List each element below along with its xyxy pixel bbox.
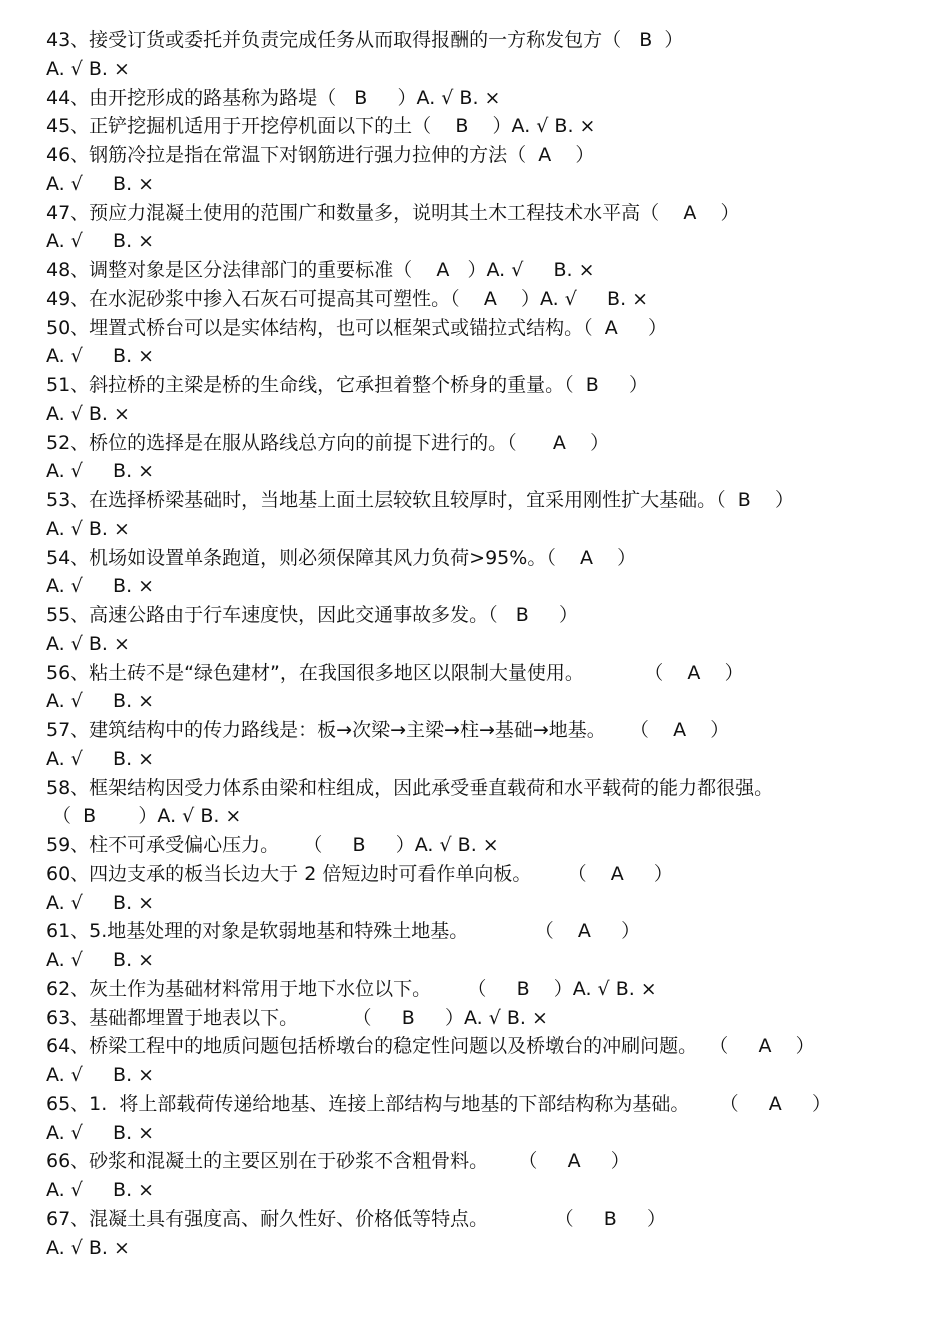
question-52: 52、桥位的选择是在服从路线总方向的前提下进行的。（ A ） <box>46 431 610 454</box>
answer-options: A. √ B. × <box>46 690 155 713</box>
answer-options: A. √ B. × <box>46 1121 155 1144</box>
answer-options: A. √ B. × <box>46 891 155 914</box>
question-55: 55、高速公路由于行车速度快，因此交通事故多发。（ B ） <box>46 604 579 626</box>
question-49: 49、在水泥砂浆中掺入石灰石可提高其可塑性。（ A ）A. √ B. × <box>46 287 649 310</box>
answer-options: A. √ B. × <box>46 747 155 770</box>
question-57: 57、建筑结构中的传力路线是：板→次梁→主梁→柱→基础→地基。 （ A ） <box>46 719 730 741</box>
question-67: 67、混凝土具有强度高、耐久性好、价格低等特点。 （ B ） <box>46 1207 667 1230</box>
question-54: 54、机场如设置单条跑道，则必须保障其风力负荷>95%。（ A ） <box>46 546 637 569</box>
question-45: 45、正铲挖掘机适用于开挖停机面以下的土（ B ）A. √ B. × <box>46 115 596 138</box>
question-list <box>46 26 926 1262</box>
answer-options: A. √ B. × <box>46 1236 130 1259</box>
question-46: 46、钢筋冷拉是指在常温下对钢筋进行强力拉伸的方法（ A ） <box>46 144 595 166</box>
question-51: 51、斜拉桥的主梁是桥的生命线，它承担着整个桥身的重量。（ B ） <box>46 374 648 396</box>
answer-options: A. √ B. × <box>46 460 155 483</box>
answer-options: A. √ B. × <box>46 57 130 80</box>
question-60: 60、四边支承的板当长边大于 2 倍短边时可看作单向板。 （ A ） <box>46 862 673 885</box>
answer-options: A. √ B. × <box>46 230 155 253</box>
question-48: 48、调整对象是区分法律部门的重要标准（ A ）A. √ B. × <box>46 259 595 281</box>
question-61: 61、5.地基处理的对象是软弱地基和特殊土地基。 （ A ） <box>46 920 641 943</box>
question-65: 65、1. 将上部载荷传递给地基、连接上部结构与地基的下部结构称为基础。 （ A ） <box>46 1092 831 1115</box>
answer-options: A. √ B. × <box>46 1179 155 1201</box>
answer-options: A. √ B. × <box>46 172 155 195</box>
question-59: 59、柱不可承受偏心压力。 （ B ）A. √ B. × <box>46 834 499 856</box>
question-47: 47、预应力混凝土使用的范围广和数量多，说明其土木工程技术水平高（ A ） <box>46 201 740 224</box>
question-58: 58、框架结构因受力体系由梁和柱组成，因此承受垂直载荷和水平载荷的能力都很强。 <box>46 776 774 799</box>
question-62: 62、灰土作为基础材料常用于地下水位以下。 （ B ）A. √ B. × <box>46 977 657 1000</box>
question-63: 63、基础都埋置于地表以下。 （ B ）A. √ B. × <box>46 1006 548 1029</box>
question-56: 56、粘土砖不是“绿色建材”，在我国很多地区以限制大量使用。 （ A ） <box>46 661 744 684</box>
question-44: 44、由开挖形成的路基称为路堤（ B ）A. √ B. × <box>46 86 501 109</box>
answer-options: A. √ B. × <box>46 402 130 425</box>
question-58-answer: （ B ）A. √ B. × <box>46 805 242 828</box>
answer-options: A. √ B. × <box>46 1064 155 1086</box>
question-53: 53、在选择桥梁基础时，当地基上面土层较软且较厚时，宜采用刚性扩大基础。（ B ） <box>46 489 794 511</box>
answer-options: A. √ B. × <box>46 517 130 540</box>
answer-options: A. √ B. × <box>46 632 130 655</box>
question-64: 64、桥梁工程中的地质问题包括桥墩台的稳定性问题以及桥墩台的冲刷问题。 （ A ） <box>46 1035 815 1058</box>
question-66: 66、砂浆和混凝土的主要区别在于砂浆不含粗骨料。 （ A ） <box>46 1150 630 1173</box>
question-43: 43、接受订货或委托并负责完成任务从而取得报酬的一方称发包方（ B ） <box>46 29 684 51</box>
question-50: 50、埋置式桥台可以是实体结构，也可以框架式或锚拉式结构。（ A ） <box>46 316 667 339</box>
answer-options: A. √ B. × <box>46 575 155 598</box>
answer-options: A. √ B. × <box>46 345 155 368</box>
answer-options: A. √ B. × <box>46 949 155 971</box>
